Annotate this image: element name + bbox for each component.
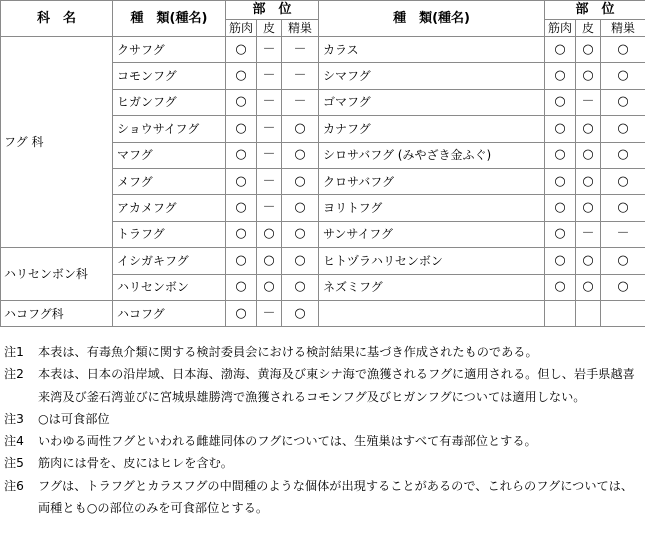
species-name: ゴマフグ: [319, 89, 545, 115]
note-item: [0, 363, 645, 408]
muscle-mark: ○: [226, 116, 257, 142]
species-name: ネズミフグ: [319, 274, 545, 300]
note-text: 本表は、有毒魚介類に関する検討委員会における検討結果に基づき作成されたものである。: [38, 345, 538, 359]
skin-mark: －: [576, 89, 601, 115]
muscle-mark: ○: [545, 37, 576, 63]
note-label: 注3: [4, 411, 24, 426]
empty-cell: [576, 300, 601, 326]
species-name: シマフグ: [319, 63, 545, 89]
species-name: マフグ: [113, 142, 226, 168]
note-label: 注2: [4, 367, 24, 382]
muscle-mark: ○: [545, 89, 576, 115]
muscle-mark: ○: [226, 195, 257, 221]
muscle-mark: ○: [545, 274, 576, 300]
muscle-header-right: 筋肉: [545, 20, 576, 37]
muscle-header-left: 筋肉: [226, 20, 257, 37]
milt-mark: ○: [601, 63, 645, 89]
milt-mark: ○: [282, 142, 319, 168]
muscle-mark: ○: [226, 63, 257, 89]
milt-mark: －: [282, 37, 319, 63]
note-text: 本表は、日本の沿岸域、日本海、渤海、黄海及び東シナ海で漁獲されるフグに適用される。但し、岩手県越喜来湾及び釜石湾並びに宮城県雄勝湾で漁獲されるコモンフグ及びヒガンフグについては適用しない。: [38, 367, 635, 404]
muscle-mark: ○: [226, 274, 257, 300]
species-name: トラフグ: [113, 221, 226, 247]
species-name: コモンフグ: [113, 63, 226, 89]
part-header-right: 部 位: [545, 1, 645, 20]
note-text: 筋肉には骨を、皮にはヒレを含む。: [38, 456, 233, 471]
skin-mark: ○: [576, 195, 601, 221]
species-name: ヒトヅラハリセンボン: [319, 248, 545, 274]
note-item: [0, 341, 645, 363]
species-name: ハコフグ: [113, 300, 226, 326]
note-label: 注4: [4, 434, 24, 449]
muscle-mark: ○: [226, 248, 257, 274]
milt-mark: ○: [282, 248, 319, 274]
skin-mark: ○: [576, 168, 601, 194]
milt-mark: ○: [601, 37, 645, 63]
muscle-mark: ○: [545, 195, 576, 221]
empty-cell: [319, 300, 545, 326]
milt-mark: ○: [282, 300, 319, 326]
species-name: アカメフグ: [113, 195, 226, 221]
milt-mark: ○: [601, 195, 645, 221]
header-row: [1, 1, 645, 20]
species-name: イシガキフグ: [113, 248, 226, 274]
species-header-right: 種 類(種名): [319, 1, 545, 37]
species-name: ショウサイフグ: [113, 116, 226, 142]
note-item: [0, 430, 645, 452]
table-row: [1, 248, 645, 274]
milt-mark: ○: [601, 168, 645, 194]
notes-section: [0, 341, 645, 519]
skin-mark: －: [257, 300, 282, 326]
skin-mark: －: [257, 116, 282, 142]
skin-mark: ○: [576, 116, 601, 142]
note-label: 注6: [4, 478, 24, 493]
skin-mark: ○: [257, 248, 282, 274]
skin-mark: －: [257, 195, 282, 221]
milt-mark: ○: [601, 274, 645, 300]
skin-header-left: 皮: [257, 20, 282, 37]
milt-mark: ○: [601, 89, 645, 115]
note-item: [0, 452, 645, 474]
part-header-left: 部 位: [226, 1, 319, 20]
muscle-mark: ○: [545, 142, 576, 168]
species-name: シロサバフグ (みやざき金ふぐ): [319, 142, 545, 168]
skin-mark: ○: [576, 37, 601, 63]
skin-mark: ○: [257, 274, 282, 300]
note-text: フグは、トラフグとカラスフグの中間種のような個体が出現することがあるので、これらのフグについては、両種とも○の部位のみを可食部位とする。: [38, 478, 634, 516]
muscle-mark: ○: [545, 63, 576, 89]
milt-header-right: 精巣: [601, 20, 645, 37]
skin-mark: －: [257, 168, 282, 194]
milt-mark: －: [282, 63, 319, 89]
family-header: 科 名: [1, 1, 113, 37]
family-cell-hakofugu: ハコフグ科: [1, 300, 113, 326]
species-name: ヨリトフグ: [319, 195, 545, 221]
milt-mark: ○: [282, 116, 319, 142]
skin-mark: ○: [257, 221, 282, 247]
note-label: 注1: [4, 345, 24, 359]
muscle-mark: ○: [545, 221, 576, 247]
skin-mark: ○: [576, 63, 601, 89]
milt-mark: ○: [282, 195, 319, 221]
muscle-mark: ○: [545, 168, 576, 194]
species-name: ヒガンフグ: [113, 89, 226, 115]
species-name: メフグ: [113, 168, 226, 194]
species-name: カラス: [319, 37, 545, 63]
table-row: [1, 37, 645, 63]
species-name: クロサバフグ: [319, 168, 545, 194]
skin-mark: －: [257, 37, 282, 63]
milt-mark: －: [601, 221, 645, 247]
species-name: サンサイフグ: [319, 221, 545, 247]
skin-header-right: 皮: [576, 20, 601, 37]
empty-cell: [601, 300, 645, 326]
empty-cell: [545, 300, 576, 326]
note-text: ○は可食部位: [38, 411, 110, 426]
skin-mark: －: [257, 63, 282, 89]
skin-mark: －: [576, 221, 601, 247]
milt-mark: ○: [601, 142, 645, 168]
milt-mark: ○: [601, 248, 645, 274]
skin-mark: －: [257, 89, 282, 115]
milt-mark: ○: [282, 221, 319, 247]
milt-mark: ○: [601, 116, 645, 142]
note-text: いわゆる両性フグといわれる雌雄同体のフグについては、生殖巣はすべて有毒部位とする。: [38, 434, 537, 449]
skin-mark: ○: [576, 274, 601, 300]
species-name: ハリセンボン: [113, 274, 226, 300]
muscle-mark: ○: [226, 221, 257, 247]
skin-mark: ○: [576, 142, 601, 168]
muscle-mark: ○: [226, 142, 257, 168]
muscle-mark: ○: [226, 89, 257, 115]
note-label: 注5: [4, 456, 24, 471]
species-name: カナフグ: [319, 116, 545, 142]
muscle-mark: ○: [226, 300, 257, 326]
note-item: [0, 408, 645, 430]
milt-mark: ○: [282, 274, 319, 300]
muscle-mark: ○: [545, 248, 576, 274]
milt-header-left: 精巣: [282, 20, 319, 37]
family-cell-fugu: フグ 科: [1, 37, 113, 248]
species-header-left: 種 類(種名): [113, 1, 226, 37]
family-cell-harisenbon: ハリセンボン科: [1, 248, 113, 301]
milt-mark: ○: [282, 168, 319, 194]
species-name: クサフグ: [113, 37, 226, 63]
milt-mark: －: [282, 89, 319, 115]
muscle-mark: ○: [545, 116, 576, 142]
muscle-mark: ○: [226, 168, 257, 194]
skin-mark: －: [257, 142, 282, 168]
table-row: [1, 300, 645, 326]
muscle-mark: ○: [226, 37, 257, 63]
skin-mark: ○: [576, 248, 601, 274]
note-item: [0, 475, 645, 520]
